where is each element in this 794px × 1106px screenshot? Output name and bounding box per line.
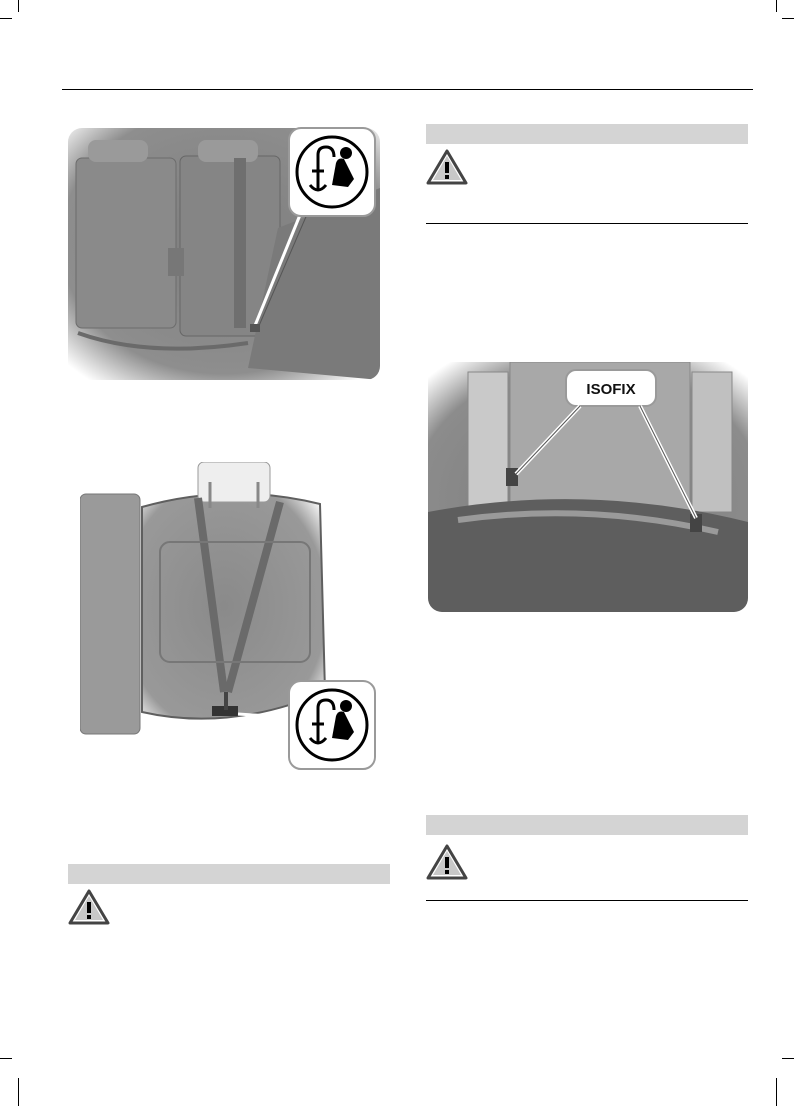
crop-mark-top-right-horizontal xyxy=(782,18,794,19)
crop-mark-top-left-horizontal xyxy=(0,18,12,19)
warning-end-rule xyxy=(426,900,748,901)
crop-mark-bottom-left-horizontal xyxy=(0,1058,12,1059)
warning-header-bar xyxy=(68,864,390,884)
warning-triangle-icon xyxy=(426,844,468,880)
crop-mark-bottom-right-horizontal xyxy=(782,1058,794,1059)
crop-mark-bottom-right-vertical xyxy=(776,1078,777,1106)
isofix-label: ISOFIX xyxy=(586,381,636,398)
warning-end-rule xyxy=(426,223,748,224)
header-rule xyxy=(62,89,753,90)
child-seat-tether-anchor-icon xyxy=(288,680,376,770)
warning-triangle-icon xyxy=(68,889,110,925)
crop-mark-top-right-vertical xyxy=(776,0,777,12)
warning-header-bar xyxy=(426,124,748,144)
child-seat-tether-anchor-icon xyxy=(288,127,376,217)
figure-isofix-anchors xyxy=(428,362,748,612)
warning-header-bar xyxy=(426,815,748,835)
crop-mark-top-left-vertical xyxy=(18,0,19,12)
crop-mark-bottom-left-vertical xyxy=(18,1078,19,1106)
warning-triangle-icon xyxy=(426,149,468,185)
